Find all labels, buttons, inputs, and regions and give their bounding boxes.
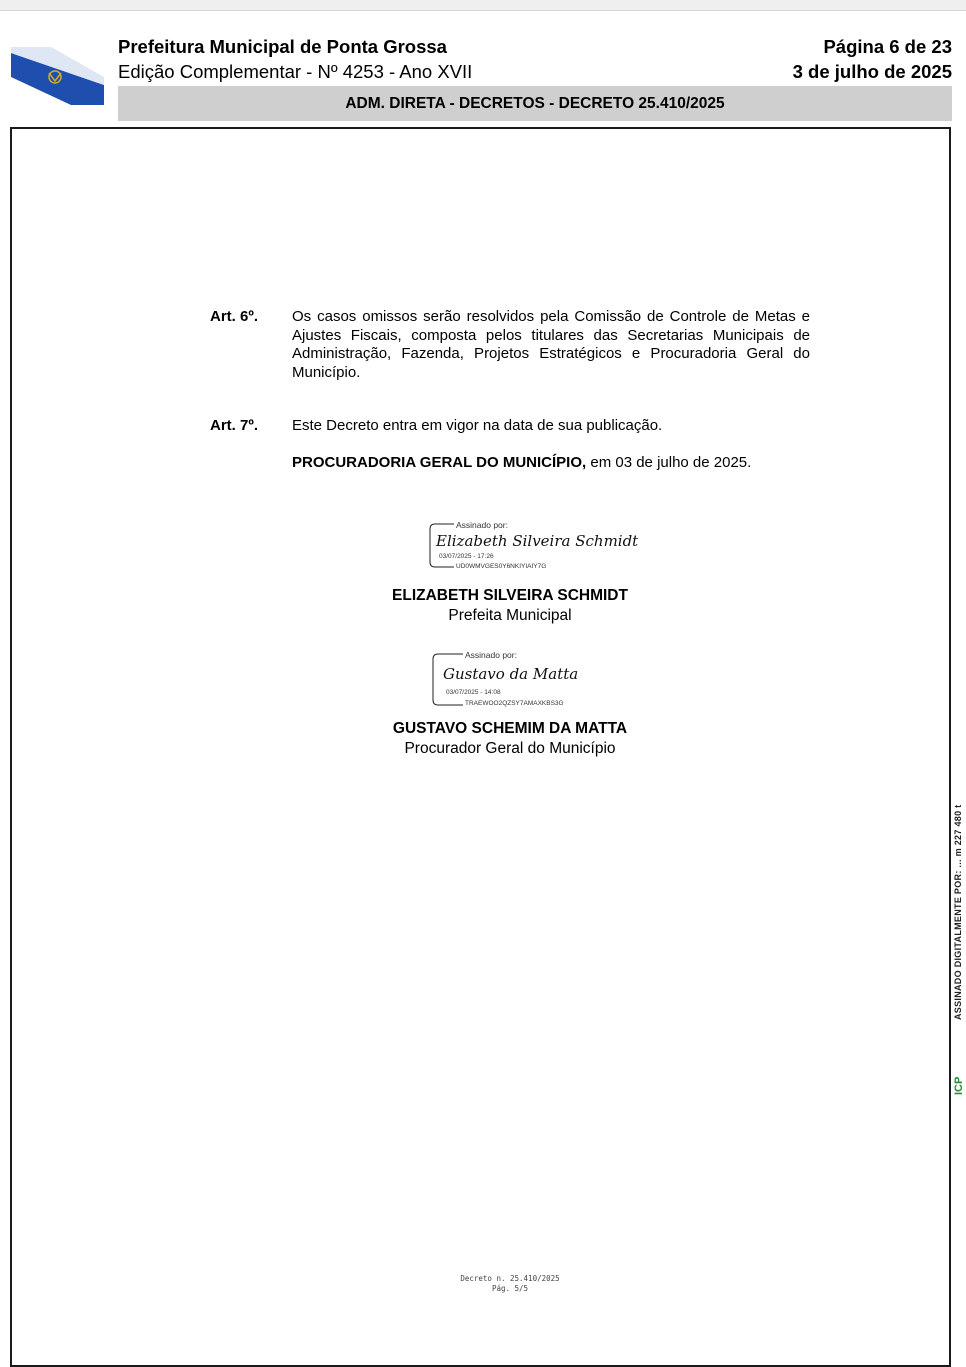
publication-date: 3 de julho de 2025: [792, 61, 952, 82]
signer-2-role: Procurador Geral do Município: [404, 740, 616, 757]
article-7-number: Art. 7º.: [210, 417, 258, 434]
article-6-text: Os casos omissos serão resolvidos pela Comissão de Controle de Metas e Ajustes Fiscais, composta pelos titulares das Secretarias Municipais de Administração, Fazenda, Projetos Estratégicos e Procuradoria Geral do Município.: [292, 308, 810, 381]
handwritten-signature: Elizabeth Silveira Schmidt: [436, 532, 639, 550]
article-6-number: Art. 6º.: [210, 308, 258, 325]
stamp-label: Assinado por:: [456, 520, 508, 530]
signature-code: UD0WMVGES0Y6NKIYIAIY7G: [456, 563, 547, 570]
browser-top-strip: [0, 0, 966, 11]
municipal-logo: [11, 47, 104, 105]
signature-timestamp: 03/07/2025 - 17:26: [439, 553, 494, 560]
article-7-text: Este Decreto entra em vigor na data de sua publicação.: [292, 417, 663, 434]
closing-date: em 03 de julho de 2025.: [586, 454, 752, 471]
page-number: Página 6 de 23: [823, 36, 952, 57]
closing-statement: [292, 454, 751, 471]
section-banner: [118, 86, 952, 121]
signature-stamp-1: [427, 518, 639, 574]
handwritten-signature: Gustavo da Matta: [443, 665, 579, 683]
signature-stamp-2: [430, 648, 610, 710]
signer-2-name: GUSTAVO SCHEMIM DA MATTA: [392, 720, 628, 737]
footer-decree-number: Decreto n. 25.410/2025: [460, 1274, 560, 1283]
signer-1-role: Prefeita Municipal: [448, 607, 572, 624]
section-title: ADM. DIRETA - DECRETOS - DECRETO 25.410/2025: [345, 94, 725, 112]
signature-code: TRAEWOO2QZSY7AMAXKBS3G: [465, 700, 564, 707]
digital-signature-side-label: ASSINADO DIGITALMENTE POR: ... m 227 480 t: [953, 804, 963, 1020]
signature-timestamp: 03/07/2025 - 14:08: [446, 689, 501, 696]
publication-title: Prefeitura Municipal de Ponta Grossa: [118, 36, 447, 57]
edition-info: Edição Complementar - Nº 4253 - Ano XVII: [118, 61, 473, 82]
closing-bold: PROCURADORIA GERAL DO MUNICÍPIO,: [292, 454, 587, 471]
icp-logo: ICP: [953, 1076, 965, 1095]
footer-page: Pág. 5/5: [491, 1284, 529, 1293]
signer-1-name: ELIZABETH SILVEIRA SCHMIDT: [392, 587, 628, 604]
stamp-label: Assinado por:: [465, 650, 517, 660]
